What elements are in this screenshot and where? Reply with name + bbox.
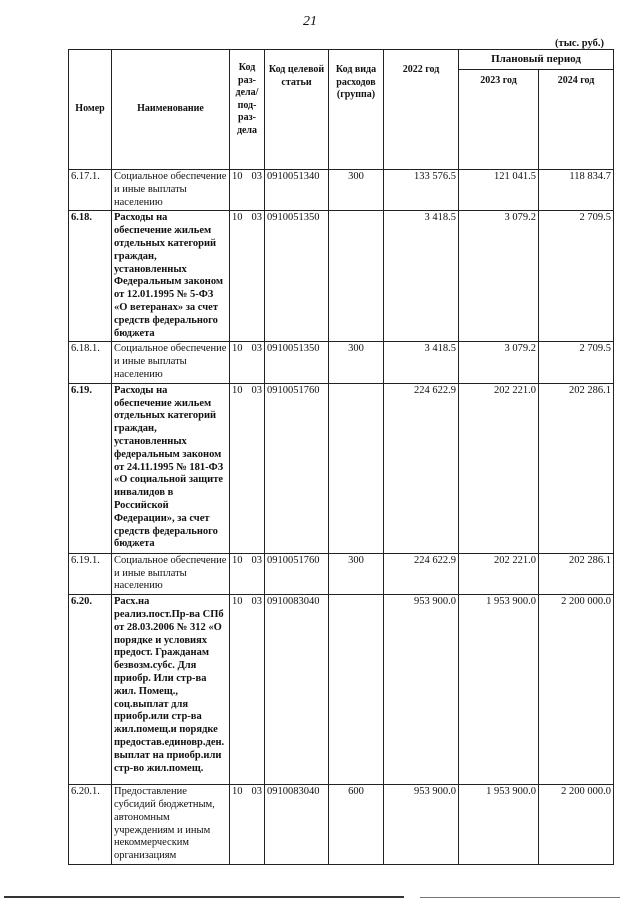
- table-row: [69, 383, 614, 553]
- header-name: Наименование: [112, 50, 230, 170]
- row-razdel: 10: [232, 596, 243, 608]
- row-name: Расходы на обеспечение жильем отдельных категорий граждан, установленных Федеральным законом от 12.01.1995 № 5-ФЗ «О ветеранах» за счет средств федерального бюджета: [112, 211, 230, 342]
- row-value-2023: 121 041.5: [459, 170, 539, 211]
- table-row: [69, 211, 614, 342]
- row-value-2022: 953 900.0: [384, 595, 459, 785]
- row-section-code: [230, 553, 265, 594]
- row-razdel: 10: [232, 212, 243, 224]
- header-section-code: Код раз-дела/ под-раз-дела: [230, 50, 265, 170]
- row-name: Предоставление субсидий бюджетным, автономным учреждениям и иным некоммерческим организациям: [112, 785, 230, 865]
- table-body: [69, 170, 614, 865]
- row-name: Социальное обеспечение и иные выплаты населению: [112, 342, 230, 383]
- row-razdel: 10: [232, 786, 243, 798]
- row-expense-type: [329, 211, 384, 342]
- row-section-code: [230, 170, 265, 211]
- row-razdel: 10: [232, 384, 243, 396]
- header-plan-period: Плановый период: [459, 50, 614, 70]
- row-value-2022: 133 576.5: [384, 170, 459, 211]
- row-target-code: 0910051350: [265, 211, 329, 342]
- row-podrazdel: 03: [251, 384, 262, 396]
- row-target-code: 0910051340: [265, 170, 329, 211]
- row-target-code: 0910083040: [265, 595, 329, 785]
- row-value-2024: 2 200 000.0: [539, 785, 614, 865]
- row-number: 6.18.: [69, 211, 112, 342]
- row-expense-type: 600: [329, 785, 384, 865]
- row-number: 6.17.1.: [69, 170, 112, 211]
- header-expense-type-code: Код вида расходов (группа): [329, 50, 384, 170]
- row-target-code: 0910051760: [265, 383, 329, 553]
- row-value-2022: 224 622.9: [384, 383, 459, 553]
- row-name: Социальное обеспечение и иные выплаты населению: [112, 170, 230, 211]
- row-name: Социальное обеспечение и иные выплаты населению: [112, 553, 230, 594]
- row-target-code: 0910051350: [265, 342, 329, 383]
- row-value-2024: 2 200 000.0: [539, 595, 614, 785]
- row-podrazdel: 03: [251, 596, 262, 608]
- row-name: Расходы на обеспечение жильем отдельных категорий граждан, установленных федеральным законом от 24.11.1995 № 181-ФЗ «О социальной защите инвалидов в Российской Федерации», за счет средств федерального бюджета: [112, 383, 230, 553]
- row-podrazdel: 03: [251, 786, 262, 798]
- header-year-2023: 2023 год: [459, 70, 539, 170]
- row-expense-type: 300: [329, 170, 384, 211]
- row-value-2024: 118 834.7: [539, 170, 614, 211]
- row-value-2024: 202 286.1: [539, 383, 614, 553]
- row-section-code: [230, 383, 265, 553]
- row-expense-type: 300: [329, 342, 384, 383]
- header-year-2022: 2022 год: [384, 50, 459, 170]
- row-number: 6.20.1.: [69, 785, 112, 865]
- row-expense-type: [329, 383, 384, 553]
- table-row: [69, 785, 614, 865]
- header-number: Номер: [69, 50, 112, 170]
- row-expense-type: 300: [329, 553, 384, 594]
- table-row: [69, 595, 614, 785]
- budget-table: [68, 49, 614, 865]
- row-value-2022: 224 622.9: [384, 553, 459, 594]
- bottom-rule-right: [420, 897, 620, 898]
- row-value-2022: 3 418.5: [384, 211, 459, 342]
- row-name: Расх.на реализ.пост.Пр-ва СПб от 28.03.2006 № 312 «О порядке и условиях предост. Гражданам безвозм.субс. Для приобр. Или стр-ва жил. Помещ., соц.выплат для приобр.или стр-ва жил.помещ.и порядке предостав.единовр.ден. выплат на приобр.или стр-во жил.помещ.: [112, 595, 230, 785]
- row-number: 6.19.1.: [69, 553, 112, 594]
- header-year-2024: 2024 год: [539, 70, 614, 170]
- row-number: 6.20.: [69, 595, 112, 785]
- row-value-2023: 202 221.0: [459, 383, 539, 553]
- header-target-code: Код целевой статьи: [265, 50, 329, 170]
- row-podrazdel: 03: [251, 212, 262, 224]
- page-number: 21: [303, 14, 317, 29]
- row-podrazdel: 03: [251, 554, 262, 566]
- table-row: [69, 170, 614, 211]
- row-razdel: 10: [232, 343, 243, 355]
- row-value-2023: 3 079.2: [459, 342, 539, 383]
- row-value-2024: 2 709.5: [539, 342, 614, 383]
- table-row: [69, 342, 614, 383]
- row-section-code: [230, 785, 265, 865]
- row-section-code: [230, 211, 265, 342]
- row-section-code: [230, 342, 265, 383]
- table-row: [69, 553, 614, 594]
- row-target-code: 0910051760: [265, 553, 329, 594]
- row-podrazdel: 03: [251, 343, 262, 355]
- row-razdel: 10: [232, 171, 243, 182]
- row-target-code: 0910083040: [265, 785, 329, 865]
- row-expense-type: [329, 595, 384, 785]
- row-value-2023: 3 079.2: [459, 211, 539, 342]
- bottom-rule: [4, 896, 404, 898]
- row-number: 6.18.1.: [69, 342, 112, 383]
- row-podrazdel: 03: [251, 171, 262, 182]
- row-value-2024: 2 709.5: [539, 211, 614, 342]
- row-value-2023: 1 953 900.0: [459, 785, 539, 865]
- units-label: (тыс. руб.): [555, 38, 604, 49]
- row-section-code: [230, 595, 265, 785]
- row-value-2023: 1 953 900.0: [459, 595, 539, 785]
- row-number: 6.19.: [69, 383, 112, 553]
- row-value-2024: 202 286.1: [539, 553, 614, 594]
- row-value-2022: 953 900.0: [384, 785, 459, 865]
- row-value-2022: 3 418.5: [384, 342, 459, 383]
- row-razdel: 10: [232, 554, 243, 566]
- row-value-2023: 202 221.0: [459, 553, 539, 594]
